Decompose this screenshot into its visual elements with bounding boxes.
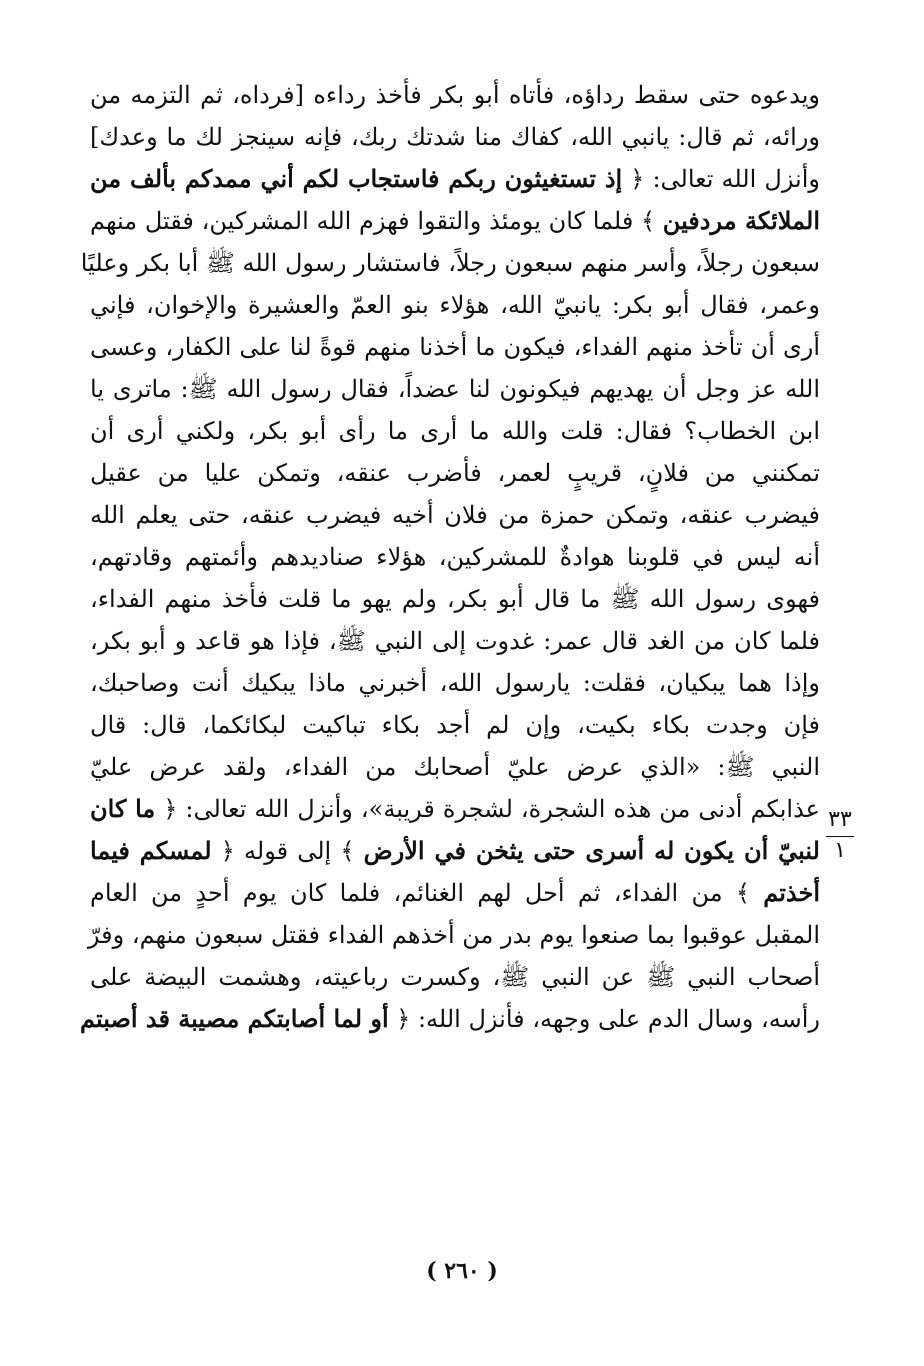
text-segment: وأنزل الله تعالى: ﴿	[622, 165, 820, 193]
text-line	[90, 620, 820, 662]
text-line	[90, 410, 820, 452]
text-line	[87, 914, 820, 956]
quran-text: ما كان	[90, 794, 156, 823]
quran-text: أو لما أصابتكم مصيبة قد أصبتم	[80, 1004, 389, 1033]
text-line	[90, 158, 820, 200]
text-line	[90, 284, 820, 326]
text-line	[90, 872, 820, 914]
text-segment: الله عز وجل أن يهديهم فيكونون لنا عضداً، فقال رسول الله ﷺ: ماترى يا	[90, 375, 820, 403]
quran-text: الملائكة مردفين	[662, 206, 820, 235]
text-segment: ويدعوه حتى سقط رداؤه، فأتاه أبو بكر فأخذ رداءه [فرداه، ثم التزمه من	[90, 81, 820, 109]
quran-text: لنبيّ أن يكون له أسرى حتى يثخن في الأرض	[363, 836, 820, 865]
page-body	[80, 74, 821, 1040]
text-line	[80, 998, 820, 1040]
text-segment: المقبل عوقبوا بما صنعوا يوم بدر من أخذهم الفداء فقتل سبعون منهم، وفرّ	[87, 921, 820, 949]
quran-text: أخذتم	[763, 878, 820, 907]
text-segment: النبي ﷺ: «الذي عرض عليّ أصحابك من الفداء، ولقد عرض عليّ	[90, 753, 820, 781]
text-line	[90, 662, 820, 704]
text-segment: ﴾ فلما كان يومئذ والتقوا فهزم الله المشركين، فقتل منهم	[90, 207, 663, 235]
text-segment: تمكنني من فلانٍ، قريبٍ لعمر، فأضرب عنقه، وتمكن عليا من عقيل	[90, 459, 820, 487]
text-line	[90, 536, 820, 578]
text-segment: فلما كان من الغد قال عمر: غدوت إلى النبي ﷺ، فإذا هو قاعد و أبو بكر،	[90, 627, 821, 655]
quran-text: لمسكم فيما	[90, 836, 212, 865]
text-line	[90, 200, 820, 242]
text-segment: أنه ليس في قلوبنا هوادةٌ للمشركين، هؤلاء صناديدهم وأئمتهم وقادتهم،	[90, 543, 820, 571]
margin-note-divider	[826, 836, 854, 837]
text-line	[90, 494, 820, 536]
page-number: ( ٢٦٠ )	[426, 1258, 498, 1284]
text-segment: فإن وجدت بكاء بكيت، وإن لم أجد بكاء تباكيت لبكائكما، قال: قال	[90, 711, 820, 739]
text-segment: أرى أن تأخذ منهم الفداء، فيكون ما أخذنا منهم قوةً لنا على الكفار، وعسى	[90, 333, 820, 361]
text-segment: عذابكم أدنى من هذه الشجرة، لشجرة قريبة»، وأنزل الله تعالى: ﴿	[155, 795, 820, 823]
text-line	[80, 242, 820, 284]
margin-note-top: ٣٣	[828, 807, 852, 832]
margin-note-bottom: ١	[834, 838, 846, 863]
text-line	[90, 578, 820, 620]
text-segment: ابن الخطاب؟ فقال: قلت والله ما أرى ما رأى أبو بكر، ولكني أرى أن	[90, 417, 820, 445]
text-segment: فيضرب عنقه، وتمكن حمزة من فلان أخيه فيضرب عنقه، حتى يعلم الله	[90, 501, 820, 529]
text-line	[90, 116, 820, 158]
text-line	[90, 830, 820, 872]
text-line	[90, 956, 820, 998]
text-segment: رأسه، وسال الدم على وجهه، فأنزل الله: ﴿	[388, 1005, 820, 1033]
text-segment: ﴾ من الفداء، ثم أحل لهم الغنائم، فلما كان يوم أحدٍ من العام	[90, 879, 764, 907]
text-segment: ورائه، ثم قال: يانبي الله، كفاك منا شدتك ربك، فإنه سينجز لك ما وعدك]	[90, 123, 820, 151]
text-line	[90, 326, 820, 368]
text-segment: وإذا هما يبكيان، فقلت: يارسول الله، أخبرني ماذا يبكيك أنت وصاحبك،	[90, 669, 820, 697]
text-line	[90, 746, 820, 788]
text-line	[90, 74, 820, 116]
quran-text: إذ تستغيثون ربكم فاستجاب لكم أني ممدكم بألف من	[90, 164, 623, 193]
text-segment: ﴾ إلى قوله ﴿	[211, 837, 364, 865]
text-line	[90, 788, 820, 830]
margin-note	[820, 808, 860, 863]
text-segment: أصحاب النبي ﷺ عن النبي ﷺ، وكسرت رباعيته، وهشمت البيضة على	[90, 963, 820, 991]
text-segment: فهوى رسول الله ﷺ ما قال أبو بكر، ولم يهو ما قلت فأخذ منهم الفداء،	[90, 585, 820, 613]
text-line	[90, 704, 820, 746]
text-line	[90, 368, 820, 410]
text-line	[90, 452, 820, 494]
text-segment: وعمر، فقال أبو بكر: يانبيّ الله، هؤلاء بنو العمّ والعشيرة والإخوان، فإني	[90, 291, 820, 319]
text-segment: سبعون رجلاً، وأسر منهم سبعون رجلاً، فاستشار رسول الله ﷺ أبا بكر وعليًا	[80, 249, 820, 277]
